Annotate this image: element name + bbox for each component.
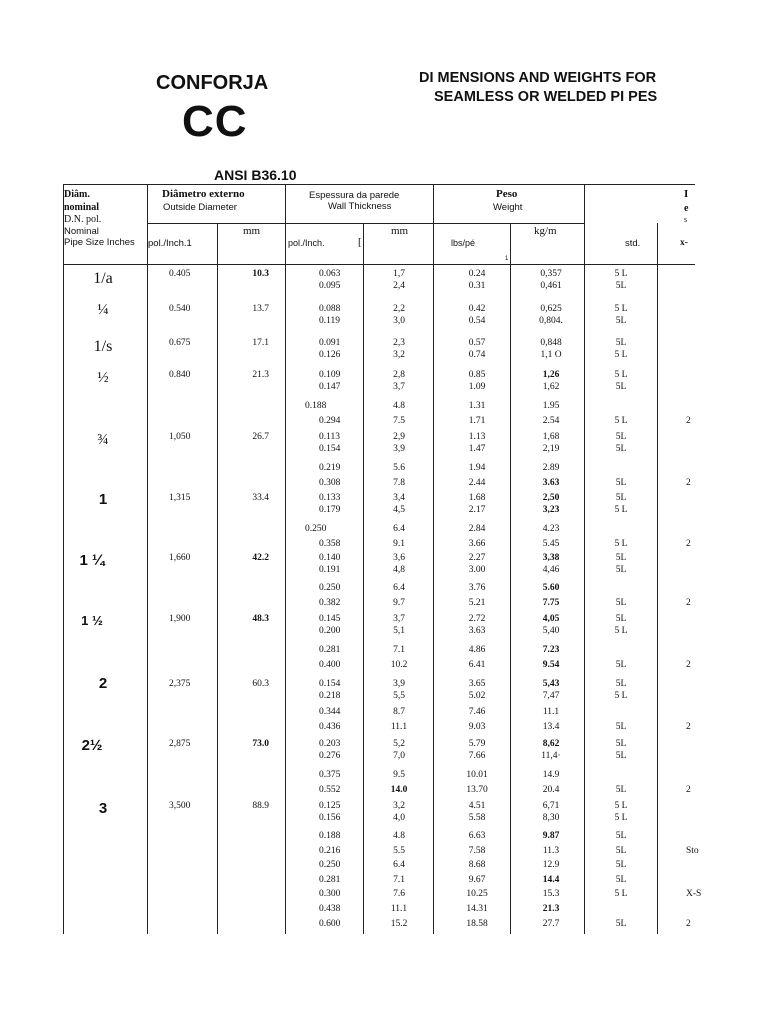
header-wt-en: Wall Thickness xyxy=(328,201,392,212)
header-od-unit-mm: mm xyxy=(243,225,261,237)
table-top-rule xyxy=(63,184,695,185)
wall-thickness-mm: 4,0 xyxy=(393,813,405,823)
wall-thickness-mm: 2,9 xyxy=(393,432,405,442)
weight-kg-m: 4.23 xyxy=(542,524,560,534)
wall-thickness-in: 0.140 xyxy=(319,553,341,563)
wall-thickness-in: 0.154 xyxy=(319,444,341,454)
wall-thickness-mm: 5.6 xyxy=(393,463,405,473)
schedule-std: 5L xyxy=(615,493,627,503)
schedule-std: 5 L xyxy=(614,691,628,701)
weight-kg-m: 20.4 xyxy=(542,785,560,795)
header-cut-line3: s xyxy=(684,215,688,224)
weight-lbs-ft: 0.74 xyxy=(468,350,486,360)
nominal-size: ¾ xyxy=(97,432,109,448)
schedule-std: 5L xyxy=(615,565,627,575)
column-rule xyxy=(584,184,585,934)
wall-thickness-mm: 3,2 xyxy=(393,350,405,360)
nominal-size: 2 xyxy=(98,675,108,692)
header-wt-unit-in: pol./Inch. xyxy=(288,238,325,248)
header-od-en: Outside Diameter xyxy=(163,202,237,213)
header-dn-line3: D.N. pol. xyxy=(64,214,102,225)
schedule-std: 5L xyxy=(615,382,627,392)
weight-kg-m: 21.3 xyxy=(542,904,560,914)
header-cut-line2: e xyxy=(684,203,689,214)
weight-lbs-ft: 2.17 xyxy=(468,505,486,515)
weight-lbs-ft: 3.65 xyxy=(468,679,486,689)
outside-diameter-in: 1,900 xyxy=(169,614,191,624)
wall-thickness-mm: 6.4 xyxy=(393,860,405,870)
column-rule xyxy=(433,184,434,934)
wall-thickness-in: 0.436 xyxy=(319,722,341,732)
weight-kg-m: 5,40 xyxy=(542,626,560,636)
weight-lbs-ft: 1.47 xyxy=(468,444,486,454)
weight-kg-m: 9.54 xyxy=(542,660,560,670)
weight-lbs-ft: 2.44 xyxy=(468,478,486,488)
wall-thickness-in: 0.145 xyxy=(319,614,341,624)
wall-thickness-in: 0.125 xyxy=(319,801,341,811)
wall-thickness-mm: 4,8 xyxy=(393,565,405,575)
wall-thickness-in: 0.600 xyxy=(319,919,341,929)
wall-thickness-in: 0.200 xyxy=(319,626,341,636)
weight-lbs-ft: 0.24 xyxy=(468,269,486,279)
header-dn-line4: Nominal xyxy=(64,226,99,237)
header-dn-line1: Diâm. xyxy=(64,189,90,200)
weight-kg-m: 9.87 xyxy=(542,831,560,841)
weight-kg-m: 7,47 xyxy=(542,691,560,701)
header-cut-line1: I xyxy=(684,188,689,200)
wall-thickness-in: 0.276 xyxy=(319,751,341,761)
outside-diameter-in: 1,315 xyxy=(169,493,191,503)
column-rule xyxy=(510,223,511,934)
schedule-std: 5 L xyxy=(614,416,628,426)
wall-thickness-in: 0.216 xyxy=(319,846,341,856)
weight-lbs-ft: 3.76 xyxy=(468,583,486,593)
weight-kg-m: 4,46 xyxy=(542,565,560,575)
outside-diameter-in: 2,375 xyxy=(169,679,191,689)
schedule-std: 5L xyxy=(615,679,627,689)
schedule-std: 5 L xyxy=(614,350,628,360)
weight-kg-m: 1.95 xyxy=(542,401,560,411)
schedule-std: 5 L xyxy=(614,813,628,823)
weight-kg-m: 0,804. xyxy=(539,316,563,326)
wall-thickness-in: 0.109 xyxy=(319,370,341,380)
weight-lbs-ft: 2.84 xyxy=(468,524,486,534)
weight-kg-m: 3,23 xyxy=(542,505,560,515)
wall-thickness-mm: 2,2 xyxy=(393,304,405,314)
page-title-line-1: DI MENSIONS AND WEIGHTS FOR xyxy=(419,70,657,86)
wall-thickness-in: 0.382 xyxy=(319,598,341,608)
schedule-std: 5L xyxy=(615,478,627,488)
weight-kg-m: 8,30 xyxy=(542,813,560,823)
weight-lbs-ft: 9.67 xyxy=(468,875,486,885)
weight-lbs-ft: 10.01 xyxy=(466,770,488,780)
wall-thickness-mm: 6.4 xyxy=(393,583,405,593)
outside-diameter-in: 0.840 xyxy=(169,370,191,380)
wall-thickness-mm: 3,7 xyxy=(393,614,405,624)
schedule-std: 5L xyxy=(615,785,627,795)
weight-lbs-ft: 0.85 xyxy=(468,370,486,380)
weight-kg-m: 3,38 xyxy=(542,553,560,563)
wall-thickness-mm: 7.6 xyxy=(393,889,405,899)
wall-thickness-mm: 7.5 xyxy=(393,416,405,426)
wall-thickness-mm: 2,4 xyxy=(393,281,405,291)
weight-lbs-ft: 5.02 xyxy=(468,691,486,701)
weight-kg-m: 7.75 xyxy=(542,598,560,608)
brand-code: CC xyxy=(182,97,248,146)
outside-diameter-mm: 21.3 xyxy=(252,370,269,380)
weight-lbs-ft: 6.41 xyxy=(468,660,486,670)
weight-lbs-ft: 3.00 xyxy=(468,565,486,575)
wall-thickness-in: 0.119 xyxy=(319,316,341,326)
schedule-std: 5 L xyxy=(614,505,628,515)
wall-thickness-mm: 6.4 xyxy=(393,524,405,534)
standard-label: ANSI B36.10 xyxy=(214,167,297,183)
header-weight-mark: 1 xyxy=(505,256,509,262)
schedule-std: 5L xyxy=(615,919,627,929)
weight-kg-m: 1,62 xyxy=(542,382,560,392)
wall-thickness-mm: 4,5 xyxy=(393,505,405,515)
schedule-std: 5L xyxy=(615,598,627,608)
header-weight-unit-lb: lbs/pé xyxy=(451,238,476,248)
schedule-xs: X-S xyxy=(686,889,702,899)
wall-thickness-mm: 15.2 xyxy=(390,919,408,929)
schedule-std: 5L xyxy=(615,660,627,670)
schedule-xs: 2 xyxy=(686,539,691,549)
weight-kg-m: 2,50 xyxy=(542,493,560,503)
wall-thickness-mm: 1,7 xyxy=(393,269,405,279)
outside-diameter-in: 0.540 xyxy=(169,304,191,314)
schedule-std: 5 L xyxy=(614,626,628,636)
wall-thickness-in: 0.156 xyxy=(319,813,341,823)
wall-thickness-in: 0.250 xyxy=(319,583,341,593)
schedule-std: 5L xyxy=(615,739,627,749)
header-wt-pt: Espessura da parede xyxy=(309,190,400,201)
weight-kg-m: 0,848 xyxy=(540,338,562,348)
header-divider xyxy=(147,223,584,224)
wall-thickness-in: 0.308 xyxy=(319,478,341,488)
schedule-xs: Sto xyxy=(686,846,699,856)
wall-thickness-in: 0.281 xyxy=(319,875,341,885)
schedule-std: 5L xyxy=(615,831,627,841)
wall-thickness-in: 0.400 xyxy=(319,660,341,670)
weight-lbs-ft: 4.86 xyxy=(468,645,486,655)
wall-thickness-mm: 5,2 xyxy=(393,739,405,749)
weight-lbs-ft: 1.94 xyxy=(468,463,486,473)
weight-kg-m: 6,71 xyxy=(542,801,560,811)
weight-kg-m: 27.7 xyxy=(542,919,560,929)
header-weight-pt: Peso xyxy=(496,188,518,200)
column-rule xyxy=(217,223,218,934)
wall-thickness-in: 0.133 xyxy=(319,493,341,503)
schedule-std: 5L xyxy=(615,316,627,326)
wall-thickness-in: 0.375 xyxy=(319,770,341,780)
schedule-std: 5 L xyxy=(614,539,628,549)
wall-thickness-mm: 7.1 xyxy=(393,645,405,655)
wall-thickness-in: 0.438 xyxy=(319,904,341,914)
schedule-xs: 2 xyxy=(686,478,691,488)
wall-thickness-in: 0.218 xyxy=(319,691,341,701)
weight-lbs-ft: 1.31 xyxy=(468,401,486,411)
wall-thickness-mm: 7,0 xyxy=(393,751,405,761)
wall-thickness-mm: 7.8 xyxy=(393,478,405,488)
wall-thickness-in: 0.154 xyxy=(319,679,341,689)
outside-diameter-in: 3,500 xyxy=(169,801,191,811)
weight-lbs-ft: 0.31 xyxy=(468,281,486,291)
weight-lbs-ft: 8.68 xyxy=(468,860,486,870)
schedule-std: 5L xyxy=(615,281,627,291)
outside-diameter-mm: 73.0 xyxy=(252,739,269,749)
wall-thickness-mm: 3,7 xyxy=(393,382,405,392)
weight-kg-m: 1,26 xyxy=(542,370,560,380)
schedule-std: 5L xyxy=(615,846,627,856)
header-wt-bracket: [ xyxy=(358,236,362,248)
weight-kg-m: 2.54 xyxy=(542,416,560,426)
weight-lbs-ft: 5.79 xyxy=(468,739,486,749)
wall-thickness-in: 0.300 xyxy=(319,889,341,899)
weight-lbs-ft: 1.71 xyxy=(468,416,486,426)
header-wt-unit-mm: mm xyxy=(391,225,409,237)
schedule-std: 5L xyxy=(615,432,627,442)
schedule-std: 5L xyxy=(615,614,627,624)
column-rule xyxy=(147,184,148,934)
wall-thickness-mm: 4.8 xyxy=(393,831,405,841)
schedule-xs: 2 xyxy=(686,416,691,426)
wall-thickness-in: 0.358 xyxy=(319,539,341,549)
wall-thickness-mm: 9.5 xyxy=(393,770,405,780)
wall-thickness-mm: 10.2 xyxy=(390,660,408,670)
weight-lbs-ft: 2.27 xyxy=(468,553,486,563)
outside-diameter-mm: 13.7 xyxy=(252,304,269,314)
wall-thickness-mm: 3,6 xyxy=(393,553,405,563)
wall-thickness-mm: 2,3 xyxy=(393,338,405,348)
wall-thickness-in: 0.294 xyxy=(319,416,341,426)
header-dn-line5: Pipe Size Inches xyxy=(64,237,135,248)
outside-diameter-mm: 88.9 xyxy=(252,801,269,811)
weight-kg-m: 4,05 xyxy=(542,614,560,624)
schedule-xs: 2 xyxy=(686,598,691,608)
weight-lbs-ft: 5.21 xyxy=(468,598,486,608)
weight-lbs-ft: 7.66 xyxy=(468,751,486,761)
schedule-xs: 2 xyxy=(686,722,691,732)
weight-kg-m: 11.1 xyxy=(542,707,560,717)
nominal-size: 3 xyxy=(98,800,108,817)
wall-thickness-mm: 11.1 xyxy=(390,722,408,732)
wall-thickness-mm: 4.8 xyxy=(393,401,405,411)
weight-kg-m: 1,68 xyxy=(542,432,560,442)
schedule-std: 5L xyxy=(615,722,627,732)
weight-kg-m: 14.9 xyxy=(542,770,560,780)
outside-diameter-mm: 48.3 xyxy=(252,614,269,624)
wall-thickness-in: 0.113 xyxy=(319,432,341,442)
outside-diameter-in: 1,050 xyxy=(169,432,191,442)
weight-lbs-ft: 14.31 xyxy=(466,904,488,914)
column-rule xyxy=(285,184,286,934)
weight-lbs-ft: 9.03 xyxy=(468,722,486,732)
schedule-xs: 2 xyxy=(686,785,691,795)
wall-thickness-mm: 2,8 xyxy=(393,370,405,380)
weight-lbs-ft: 0.54 xyxy=(468,316,486,326)
outside-diameter-in: 1,660 xyxy=(169,553,191,563)
header-od-unit-in: pol./Inch.1 xyxy=(148,238,192,249)
weight-kg-m: 1,1 O xyxy=(540,350,562,360)
wall-thickness-in: 0.250 xyxy=(319,860,341,870)
weight-lbs-ft: 13.70 xyxy=(466,785,488,795)
weight-lbs-ft: 7.46 xyxy=(468,707,486,717)
wall-thickness-in: 0.188 xyxy=(305,401,327,411)
weight-kg-m: 2,19 xyxy=(542,444,560,454)
nominal-size: ½ xyxy=(97,370,109,386)
page-title-line-2: SEAMLESS OR WELDED PI PES xyxy=(434,89,658,105)
weight-lbs-ft: 3.66 xyxy=(468,539,486,549)
schedule-std: 5L xyxy=(615,860,627,870)
wall-thickness-in: 0.147 xyxy=(319,382,341,392)
wall-thickness-in: 0.088 xyxy=(319,304,341,314)
outside-diameter-in: 0.405 xyxy=(169,269,191,279)
outside-diameter-mm: 42.2 xyxy=(252,553,269,563)
outside-diameter-mm: 60.3 xyxy=(252,679,269,689)
outside-diameter-mm: 33.4 xyxy=(252,493,269,503)
column-rule xyxy=(63,184,64,934)
weight-kg-m: 0,461 xyxy=(540,281,562,291)
weight-kg-m: 7.23 xyxy=(542,645,560,655)
wall-thickness-in: 0.250 xyxy=(305,524,327,534)
nominal-size: 1/s xyxy=(93,338,113,355)
wall-thickness-in: 0.191 xyxy=(319,565,341,575)
wall-thickness-in: 0.281 xyxy=(319,645,341,655)
wall-thickness-mm: 11.1 xyxy=(390,904,408,914)
weight-kg-m: 14.4 xyxy=(542,875,560,885)
weight-lbs-ft: 5.58 xyxy=(468,813,486,823)
nominal-size: 1/a xyxy=(93,270,113,287)
weight-kg-m: 11.3 xyxy=(542,846,560,856)
wall-thickness-in: 0.344 xyxy=(319,707,341,717)
nominal-size: 1 ¼ xyxy=(79,552,105,569)
weight-lbs-ft: 0.57 xyxy=(468,338,486,348)
wall-thickness-mm: 7.1 xyxy=(393,875,405,885)
wall-thickness-mm: 5.5 xyxy=(393,846,405,856)
header-od-pt: Diâmetro externo xyxy=(162,188,245,200)
schedule-std: 5L xyxy=(615,751,627,761)
schedule-std: 5 L xyxy=(614,269,628,279)
weight-lbs-ft: 7.58 xyxy=(468,846,486,856)
schedule-std: 5L xyxy=(615,444,627,454)
wall-thickness-mm: 14.0 xyxy=(390,785,408,795)
column-rule xyxy=(363,223,364,934)
schedule-std: 5 L xyxy=(614,370,628,380)
column-rule xyxy=(657,223,658,934)
weight-kg-m: 2.89 xyxy=(542,463,560,473)
schedule-std: 5L xyxy=(615,875,627,885)
wall-thickness-mm: 5,1 xyxy=(393,626,405,636)
header-weight-unit-kg: kg/m xyxy=(534,225,557,237)
wall-thickness-mm: 3,9 xyxy=(393,444,405,454)
weight-lbs-ft: 6.63 xyxy=(468,831,486,841)
weight-kg-m: 13.4 xyxy=(542,722,560,732)
nominal-size: 1 ½ xyxy=(81,613,103,628)
nominal-size: 2½ xyxy=(81,737,103,754)
outside-diameter-in: 0.675 xyxy=(169,338,191,348)
wall-thickness-in: 0.091 xyxy=(319,338,341,348)
wall-thickness-in: 0.219 xyxy=(319,463,341,473)
wall-thickness-mm: 9.7 xyxy=(393,598,405,608)
schedule-std: 5 L xyxy=(614,889,628,899)
outside-diameter-mm: 17.1 xyxy=(252,338,269,348)
weight-kg-m: 5.45 xyxy=(542,539,560,549)
weight-kg-m: 5.60 xyxy=(542,583,560,593)
brand-name: CONFORJA xyxy=(156,72,269,94)
schedule-xs: 2 xyxy=(686,660,691,670)
nominal-size: 1 xyxy=(98,491,108,508)
outside-diameter-in: 2,875 xyxy=(169,739,191,749)
weight-kg-m: 0,625 xyxy=(540,304,562,314)
header-weight-en: Weight xyxy=(493,202,523,213)
weight-lbs-ft: 1.68 xyxy=(468,493,486,503)
outside-diameter-mm: 10.3 xyxy=(252,269,269,279)
weight-lbs-ft: 0.42 xyxy=(468,304,486,314)
schedule-std: 5 L xyxy=(614,801,628,811)
wall-thickness-mm: 8.7 xyxy=(393,707,405,717)
wall-thickness-mm: 9.1 xyxy=(393,539,405,549)
wall-thickness-mm: 3,0 xyxy=(393,316,405,326)
outside-diameter-mm: 26.7 xyxy=(252,432,269,442)
schedule-std: 5 L xyxy=(614,304,628,314)
weight-lbs-ft: 3.63 xyxy=(468,626,486,636)
wall-thickness-in: 0.095 xyxy=(319,281,341,291)
weight-lbs-ft: 18.58 xyxy=(466,919,488,929)
schedule-std: 5L xyxy=(615,338,627,348)
weight-kg-m: 0,357 xyxy=(540,269,562,279)
header-bottom-rule xyxy=(63,264,695,265)
wall-thickness-mm: 5,5 xyxy=(393,691,405,701)
header-dn-line2: nominal xyxy=(64,202,100,213)
weight-lbs-ft: 4.51 xyxy=(468,801,486,811)
weight-kg-m: 8,62 xyxy=(542,739,560,749)
schedule-std: 5L xyxy=(615,553,627,563)
wall-thickness-mm: 3,9 xyxy=(393,679,405,689)
weight-lbs-ft: 1.09 xyxy=(468,382,486,392)
header-cut-xs: x- xyxy=(680,238,688,248)
weight-kg-m: 11,4· xyxy=(541,751,561,761)
header-schedule-std: std. xyxy=(625,238,641,249)
wall-thickness-in: 0.203 xyxy=(319,739,341,749)
wall-thickness-in: 0.179 xyxy=(319,505,341,515)
wall-thickness-in: 0.063 xyxy=(319,269,341,279)
weight-lbs-ft: 1.13 xyxy=(468,432,486,442)
wall-thickness-mm: 3,4 xyxy=(393,493,405,503)
wall-thickness-in: 0.552 xyxy=(319,785,341,795)
wall-thickness-in: 0.188 xyxy=(319,831,341,841)
wall-thickness-in: 0.126 xyxy=(319,350,341,360)
weight-lbs-ft: 2.72 xyxy=(468,614,486,624)
weight-kg-m: 3.63 xyxy=(542,478,560,488)
wall-thickness-mm: 3,2 xyxy=(393,801,405,811)
weight-kg-m: 5,43 xyxy=(542,679,560,689)
weight-lbs-ft: 10.25 xyxy=(466,889,488,899)
schedule-xs: 2 xyxy=(686,919,691,929)
weight-kg-m: 12.9 xyxy=(542,860,560,870)
nominal-size: ¼ xyxy=(97,302,109,318)
weight-kg-m: 15.3 xyxy=(542,889,560,899)
